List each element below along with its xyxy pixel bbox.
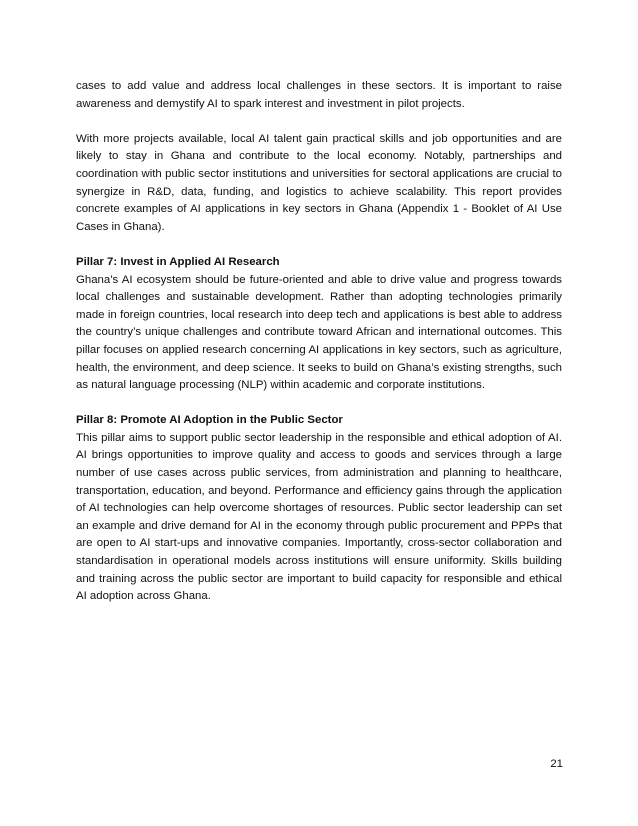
- pillar7-body: Ghana’s AI ecosystem should be future-oriented and able to drive value and progress towards local challenges and sustainable development. Rather than adopting technologies primarily made in foreign countries, local research into deep tech and applications is best able to address the country’s unique challenges and contribute toward African and international outcomes. This pillar focuses on applied research concerning AI applications in key sectors, such as agriculture, health, the environment, and deep science. It seeks to build on Ghana’s existing strengths, such as natural language processing (NLP) within academic and corporate institutions.: [76, 273, 562, 392]
- pillar8-body: This pillar aims to support public sector leadership in the responsible and ethical adoption of AI. AI brings opportunities to improve quality and access to goods and services through a large number of use cases across public services, from administration and planning to healthcare, transportation, education, and beyond. Performance and efficiency gains through the application of AI technologies can help overcome shortages of resources. Public sector leadership can set an example and drive demand for AI in the economy through public procurement and PPPs that are open to AI start-ups and innovative companies. Importantly, cross-sector collaboration and standardisation in operational models across institutions will ensure uniformity. Skills building and training across the public sector are important to build capacity for responsible and ethical AI adoption across Ghana.: [76, 431, 562, 603]
- intro-paragraph-2: With more projects available, local AI talent gain practical skills and job opportunities and are likely to stay in Ghana and contribute to the local economy. Notably, partnerships and coordination with public sector institutions and universities for sectoral applications are crucial to synergize in R&D, data, funding, and logistics to achieve scalability. This report provides concrete examples of AI applications in key sectors in Ghana (Appendix 1 - Booklet of AI Use Cases in Ghana).: [76, 132, 562, 233]
- intro-paragraph-1: cases to add value and address local challenges in these sectors. It is important to raise awareness and demystify AI to spark interest and investment in pilot projects.: [76, 80, 562, 110]
- page-number: 21: [550, 758, 563, 770]
- pillar8-heading: Pillar 8: Promote AI Adoption in the Public Sector: [76, 414, 343, 427]
- page-content: [76, 78, 562, 623]
- pillar7-heading: Pillar 7: Invest in Applied AI Research: [76, 255, 280, 268]
